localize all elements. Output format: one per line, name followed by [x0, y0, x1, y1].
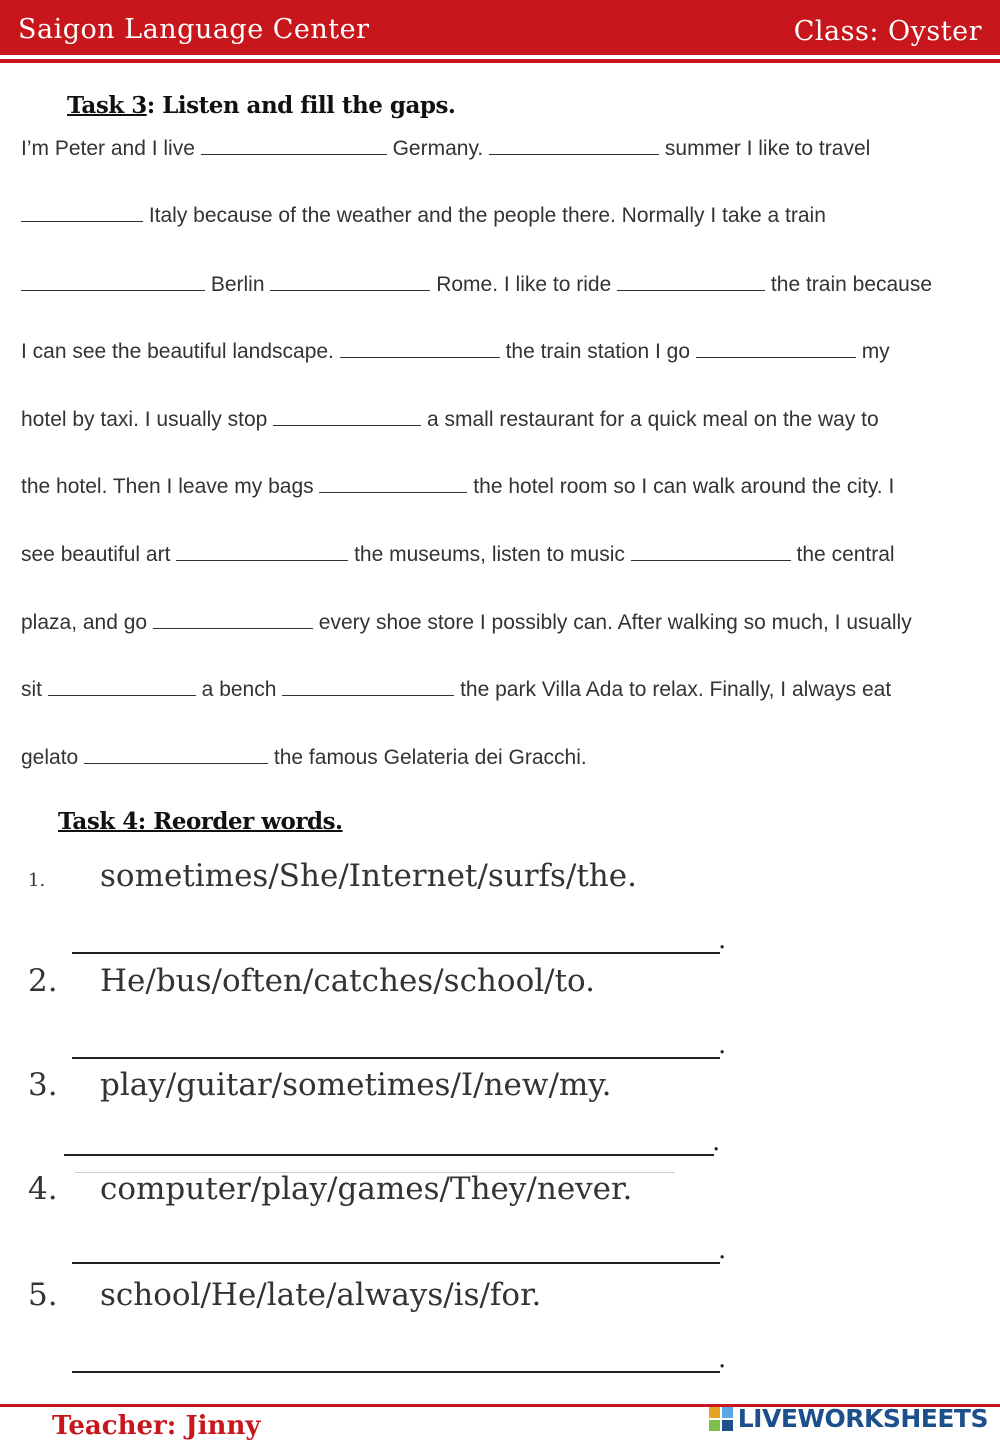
gap-4[interactable] — [21, 272, 205, 291]
task3-heading-text: : Listen and fill the gaps. — [146, 92, 456, 119]
gap-7[interactable] — [340, 339, 500, 358]
gap-15[interactable] — [282, 677, 454, 696]
gap-13[interactable] — [153, 610, 313, 629]
gap-14[interactable] — [48, 677, 196, 696]
task3-line-8: plaza, and go every shoe store I possibly can. After walking so much, I usually — [21, 611, 912, 634]
gap-8[interactable] — [696, 339, 856, 358]
class-label: Class: Oyster — [793, 16, 982, 47]
liveworksheets-brand[interactable] — [709, 1404, 988, 1433]
task4-heading: Task 4: Reorder words. — [58, 808, 343, 835]
task3-line-3: Berlin Rome. I like to ride the train because — [21, 272, 932, 297]
gap-1[interactable] — [201, 136, 387, 155]
answer-line-5[interactable] — [72, 1371, 720, 1373]
gap-2[interactable] — [489, 136, 659, 155]
answer-line-3[interactable] — [64, 1154, 714, 1156]
gap-3[interactable] — [21, 203, 143, 222]
answer-line-2[interactable] — [72, 1057, 720, 1059]
reorder-item-2: 2. He/bus/often/catches/school/to. — [28, 963, 596, 999]
gap-11[interactable] — [176, 542, 348, 561]
task3-line-1: I’m Peter and I live Germany. summer I like to travel — [21, 137, 871, 160]
task3-line-5: hotel by taxi. I usually stop a small restaurant for a quick meal on the way to — [21, 408, 879, 431]
task3-line-2: Italy because of the weather and the people there. Normally I take a train — [21, 203, 826, 228]
header-divider — [0, 59, 1000, 63]
answer-line-1[interactable] — [72, 952, 720, 954]
task3-heading — [67, 92, 455, 119]
brand-text: LIVEWORKSHEETS — [737, 1404, 988, 1433]
task3-line-7: see beautiful art the museums, listen to music the central — [21, 543, 895, 566]
gap-10[interactable] — [319, 474, 467, 493]
answer-end-1: . — [718, 925, 727, 955]
task3-line-9: sit a bench the park Villa Ada to relax. Finally, I always eat — [21, 678, 892, 701]
center-name: Saigon Language Center — [18, 14, 370, 45]
gap-9[interactable] — [273, 407, 421, 426]
task3-line-10: gelato the famous Gelateria dei Gracchi. — [21, 746, 587, 769]
gap-12[interactable] — [631, 542, 791, 561]
answer-end-5: . — [718, 1344, 727, 1374]
answer-line-4[interactable] — [72, 1262, 720, 1264]
answer-end-4: . — [718, 1235, 727, 1265]
answer-end-3: . — [712, 1127, 721, 1157]
answer-end-2: . — [718, 1030, 727, 1060]
reorder-item-3: 3. play/guitar/sometimes/I/new/my. — [28, 1067, 612, 1103]
gap-5[interactable] — [270, 272, 430, 291]
liveworksheets-logo-icon — [709, 1407, 733, 1431]
reorder-item-5: 5. school/He/late/always/is/for. — [28, 1277, 542, 1313]
header-bar — [0, 0, 1000, 55]
task3-heading-label: Task 3 — [67, 92, 147, 119]
gap-6[interactable] — [617, 272, 765, 291]
gap-16[interactable] — [84, 745, 268, 764]
reorder-item-1: 1. sometimes/She/Internet/surfs/the. — [28, 858, 637, 894]
reorder-item-4: 4. computer/play/games/They/never. — [28, 1171, 633, 1207]
task3-line-4: I can see the beautiful landscape. the train station I go my — [21, 340, 890, 363]
teacher-name: Teacher: Jinny — [52, 1411, 261, 1441]
task3-line-6: the hotel. Then I leave my bags the hotel room so I can walk around the city. I — [21, 475, 895, 498]
